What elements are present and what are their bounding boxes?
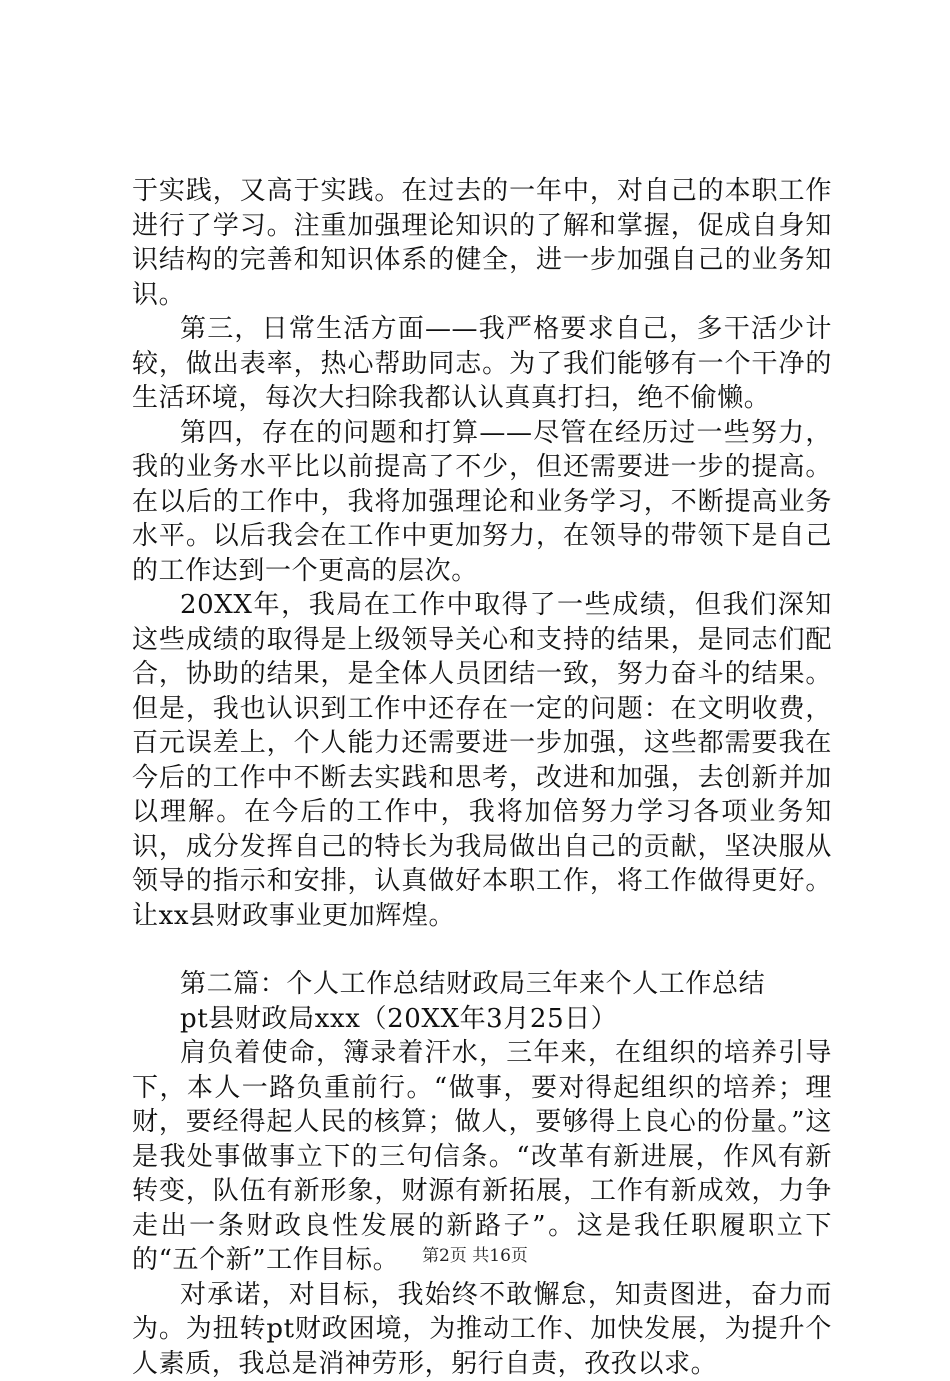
page-footer-number: 第2页 共16页 [0,1241,950,1266]
paragraph-problems-plans: 第四，存在的问题和打算——尽管在经历过一些努力，我的业务水平比以前提高了不少，但还需要进一步的提高。在以后的工作中，我将加强理论和业务学习，不断提高业务水平。以后我会在工作中更加努力，在领导的带领下是自己的工作达到一个更高的层次。 [132,416,832,589]
paragraph-continuation: 于实践，又高于实践。在过去的一年中，对自己的本职工作进行了学习。注重加强理论知识的了解和掌握，促成自身知识结构的完善和知识体系的健全，进一步加强自己的业务知识。 [132,174,832,312]
paragraph-daily-life: 第三，日常生活方面——我严格要求自己，多干活少计较，做出表率，热心帮助同志。为了我们能够有一个干净的生活环境，每次大扫除我都认认真真打扫，绝不偷懒。 [132,312,832,416]
paragraph-commitment: 对承诺，对目标，我始终不敢懈怠，知责图进，奋力而为。为扭转pt财政困境，为推动工作、加快发展，为提升个人素质，我总是消神劳形，躬行自责，孜孜以求。 [132,1278,832,1381]
paragraph-mission: 肩负着使命，簿录着汗水，三年来，在组织的培养引导下，本人一路负重前行。“做事，要对得起组织的培养；理财，要经得起人民的核算；做人，要够得上良心的份量。”这是我处事做事立下的三句信条。“改革有新进展，作风有新转变，队伍有新形象，财源有新拓展，工作有新成效，力争走出一条财政良性发展的新路子”。这是我任职履职立下的“五个新”工作目标。 [132,1036,832,1278]
author-date-line: pt县财政局xxx（20XX年3月25日） [132,1002,832,1037]
paragraph-spacer [132,933,832,967]
section-title-part-two: 第二篇：个人工作总结财政局三年来个人工作总结 [132,967,832,1002]
paragraph-summary-year: 20XX年，我局在工作中取得了一些成绩，但我们深知这些成绩的取得是上级领导关心和支持的结果，是同志们配合，协助的结果，是全体人员团结一致，努力奋斗的结果。但是，我也认识到工作中还存在一定的问题：在文明收费，百元误差上，个人能力还需要进一步加强，这些都需要我在今后的工作中不断去实践和思考，改进和加强，去创新并加以理解。在今后的工作中，我将加倍努力学习各项业务知识，成分发挥自己的特长为我局做出自己的贡献，坚决服从领导的指示和安排，认真做好本职工作，将工作做得更好。让xx县财政事业更加辉煌。 [132,588,832,933]
document-body [132,174,832,1381]
